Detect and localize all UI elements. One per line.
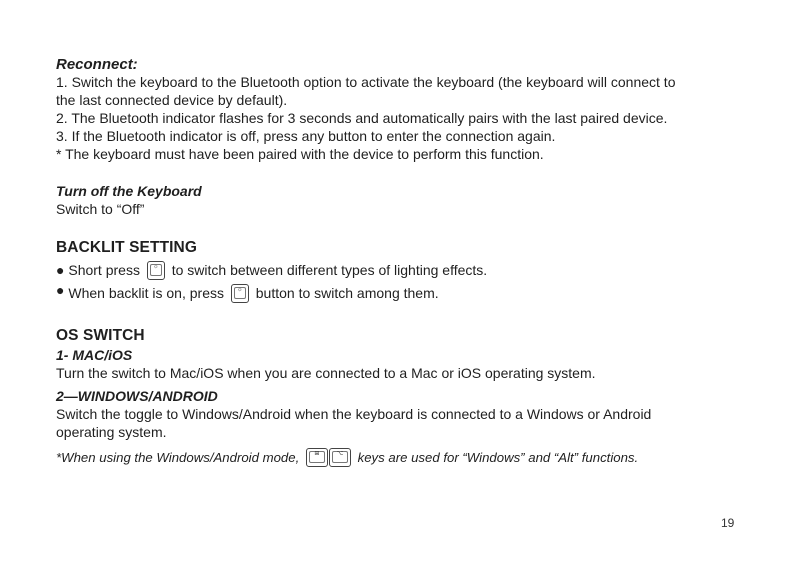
alt-key-icon: ⌥	[329, 448, 351, 467]
backlit-heading: BACKLIT SETTING	[56, 239, 197, 256]
mac-ios-text: Turn the switch to Mac/iOS when you are connected to a Mac or iOS operating system.	[56, 365, 596, 381]
windows-android-note	[56, 448, 638, 467]
page-number: 19	[721, 516, 735, 530]
backlight-mode-key-icon: ☼	[231, 284, 249, 303]
turn-off-heading: Turn off the Keyboard	[56, 183, 202, 199]
light-key-icon: ☼	[147, 261, 165, 280]
windows-android-text-continued: operating system.	[56, 424, 167, 440]
reconnect-heading: Reconnect:	[56, 56, 138, 73]
turn-off-text: Switch to “Off”	[56, 201, 145, 217]
os-switch-heading: OS SWITCH	[56, 327, 145, 344]
mac-ios-heading: 1- MAC/iOS	[56, 347, 133, 363]
bullet: ●	[56, 262, 65, 278]
backlit-item-2-text-before: When backlit is on, press	[68, 285, 224, 301]
backlit-item-1-text-after: to switch between different types of lighting effects.	[171, 262, 488, 278]
reconnect-note: * The keyboard must have been paired with the device to perform this function.	[56, 146, 544, 162]
reconnect-step-1: 1. Switch the keyboard to the Bluetooth option to activate the keyboard (the keyboard will connect to	[56, 74, 676, 90]
reconnect-step-2: 2. The Bluetooth indicator flashes for 3 seconds and automatically pairs with the last paired device.	[56, 110, 668, 126]
windows-key-icon: ⊞	[306, 448, 328, 467]
backlit-item-2	[56, 284, 439, 303]
bullet: ●	[56, 282, 65, 298]
windows-android-text: Switch the toggle to Windows/Android when the keyboard is connected to a Windows or Android	[56, 406, 652, 422]
note-text-before: *When using the Windows/Android mode,	[56, 450, 300, 465]
reconnect-step-1-continued: the last connected device by default).	[56, 92, 288, 108]
windows-android-heading: 2—WINDOWS/ANDROID	[56, 388, 218, 404]
backlit-item-1-text-before: Short press	[68, 262, 140, 278]
reconnect-step-3: 3. If the Bluetooth indicator is off, press any button to enter the connection again.	[56, 128, 556, 144]
note-text-after: keys are used for “Windows” and “Alt” functions.	[357, 450, 639, 465]
backlit-item-1	[56, 261, 487, 280]
backlit-item-2-text-after: button to switch among them.	[255, 285, 439, 301]
